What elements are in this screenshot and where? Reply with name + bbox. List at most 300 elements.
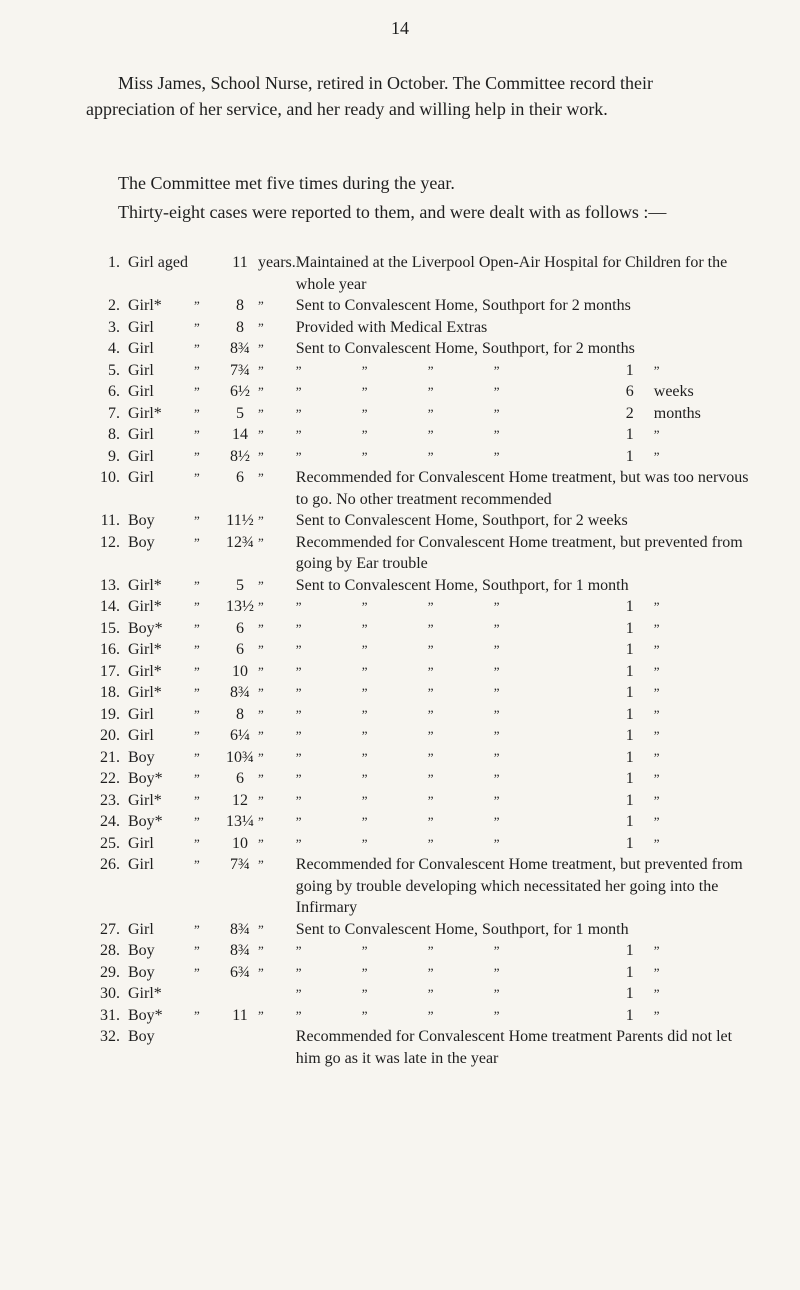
ditto-mark: ” bbox=[194, 663, 200, 679]
case-action bbox=[296, 381, 754, 403]
case-action bbox=[296, 962, 754, 984]
case-age: 8 bbox=[236, 318, 244, 336]
case-sex: Boy bbox=[128, 748, 155, 766]
ditto-row bbox=[296, 747, 754, 769]
case-number: 28. bbox=[100, 942, 120, 959]
ditto-mark: ” bbox=[258, 749, 264, 765]
case-age: 8¾ bbox=[230, 684, 250, 701]
case-sex: Girl bbox=[128, 705, 154, 723]
case-sex: Girl* bbox=[128, 598, 162, 615]
ditto-mark: ” bbox=[295, 405, 302, 421]
ditto-mark: ” bbox=[258, 319, 264, 335]
ditto-mark: ” bbox=[361, 986, 368, 1001]
ditto-mark: ” bbox=[427, 362, 434, 378]
case-row bbox=[84, 940, 754, 962]
case-action: Sent to Convalescent Home, Southport, for 2 months bbox=[295, 340, 635, 357]
case-duration: 1 bbox=[625, 619, 634, 637]
case-sex: Boy* bbox=[128, 813, 163, 830]
ditto-row bbox=[296, 381, 754, 403]
case-action: Recommended for Convalescent Home treatment, but prevented from going by trouble developing which necessitated her going into the Infirmary bbox=[295, 856, 743, 916]
ditto-row bbox=[296, 618, 754, 640]
case-duration-unit: ” bbox=[653, 620, 660, 636]
case-duration: 1 bbox=[625, 641, 634, 658]
paragraph-cases-intro: Thirty-eight cases were reported to them, and were dealt with as follows :— bbox=[118, 202, 667, 222]
ditto-mark: ” bbox=[427, 792, 434, 808]
ditto-mark: ” bbox=[194, 943, 200, 958]
case-duration: 1 bbox=[625, 598, 634, 615]
ditto-mark: ” bbox=[295, 706, 302, 722]
case-age: 5 bbox=[236, 576, 244, 594]
case-duration: 1 bbox=[625, 662, 634, 680]
ditto-mark: ” bbox=[361, 749, 368, 765]
ditto-mark: ” bbox=[258, 599, 264, 614]
ditto-mark: ” bbox=[258, 1007, 264, 1023]
case-action bbox=[296, 360, 754, 382]
case-sex: Girl bbox=[128, 834, 154, 852]
ditto-mark: ” bbox=[295, 1007, 302, 1023]
ditto-mark bbox=[194, 1026, 222, 1069]
case-duration-unit: ” bbox=[653, 663, 660, 679]
ditto-mark: ” bbox=[361, 642, 368, 657]
case-row bbox=[84, 381, 754, 403]
case-duration-unit: ” bbox=[653, 986, 660, 1001]
case-action: Maintained at the Liverpool Open-Air Hospital for Children for the whole year bbox=[295, 254, 728, 293]
ditto-mark: ” bbox=[427, 384, 434, 399]
ditto-mark: ” bbox=[493, 685, 500, 700]
case-sex: Boy* bbox=[128, 1006, 163, 1024]
ditto-mark bbox=[194, 983, 222, 1005]
case-duration: 1 bbox=[625, 727, 634, 744]
ditto-mark: ” bbox=[194, 728, 200, 743]
ditto-mark: ” bbox=[194, 534, 200, 550]
case-number: 30. bbox=[100, 985, 120, 1002]
ditto-row bbox=[296, 833, 754, 855]
case-age: 8¾ bbox=[230, 340, 250, 357]
case-duration: 1 bbox=[625, 447, 634, 465]
ditto-mark: ” bbox=[427, 405, 434, 421]
case-duration: 1 bbox=[625, 942, 634, 959]
case-sex: Boy bbox=[128, 942, 155, 959]
case-age: 11 bbox=[232, 254, 248, 271]
ditto-mark: ” bbox=[361, 384, 368, 399]
ditto-mark: ” bbox=[493, 943, 500, 958]
case-number: 12. bbox=[100, 533, 120, 551]
case-action: Recommended for Convalescent Home treatment, but was too nervous to go. No other treatment recommended bbox=[295, 469, 749, 508]
ditto-mark: ” bbox=[493, 599, 500, 614]
case-number: 1. bbox=[108, 254, 120, 271]
ditto-mark: ” bbox=[258, 943, 264, 958]
case-action bbox=[296, 403, 754, 425]
case-sex: Boy* bbox=[128, 619, 163, 637]
case-duration: 1 bbox=[625, 791, 634, 809]
case-age: 6 bbox=[236, 469, 244, 486]
ditto-mark: ” bbox=[258, 792, 264, 808]
ditto-mark: ” bbox=[258, 513, 264, 528]
ditto-mark: ” bbox=[295, 427, 302, 442]
ditto-row bbox=[296, 446, 754, 468]
ditto-mark: ” bbox=[194, 814, 200, 829]
ditto-mark: ” bbox=[194, 298, 200, 313]
case-duration-unit: ” bbox=[653, 642, 660, 657]
case-number: 31. bbox=[100, 1006, 120, 1024]
case-sex: Boy bbox=[128, 963, 155, 981]
case-row bbox=[84, 682, 754, 704]
ditto-mark: ” bbox=[194, 1007, 200, 1023]
case-age: 7¾ bbox=[230, 856, 250, 873]
case-duration: 1 bbox=[625, 985, 634, 1002]
case-sex: Girl* bbox=[128, 662, 162, 680]
ditto-row bbox=[296, 725, 754, 747]
case-duration: 1 bbox=[625, 1006, 634, 1024]
case-action bbox=[296, 833, 754, 855]
case-sex: Girl* bbox=[128, 576, 162, 594]
case-row bbox=[84, 618, 754, 640]
ditto-mark: ” bbox=[295, 620, 302, 636]
case-action bbox=[296, 682, 754, 704]
case-row bbox=[84, 962, 754, 984]
ditto-mark bbox=[258, 983, 296, 1005]
case-duration: 1 bbox=[625, 813, 634, 830]
ditto-mark: ” bbox=[194, 685, 200, 700]
ditto-mark: ” bbox=[361, 405, 368, 421]
ditto-mark: ” bbox=[194, 921, 200, 937]
case-duration: 1 bbox=[625, 361, 634, 379]
case-number: 22. bbox=[100, 770, 120, 787]
case-row bbox=[84, 532, 754, 575]
ditto-row bbox=[296, 811, 754, 833]
case-sex: Girl bbox=[128, 340, 154, 357]
ditto-mark: ” bbox=[258, 577, 264, 593]
ditto-mark: ” bbox=[295, 943, 302, 958]
ditto-mark: ” bbox=[194, 706, 200, 722]
ditto-mark: ” bbox=[493, 792, 500, 808]
case-number: 18. bbox=[100, 684, 120, 701]
case-sex: Girl bbox=[128, 856, 154, 873]
ditto-mark: ” bbox=[361, 685, 368, 700]
ditto-row bbox=[296, 596, 754, 618]
ditto-mark: ” bbox=[194, 620, 200, 636]
case-action bbox=[296, 446, 754, 468]
ditto-mark: ” bbox=[295, 964, 302, 980]
case-number: 14. bbox=[100, 598, 120, 615]
ditto-row bbox=[296, 940, 754, 962]
case-row bbox=[84, 403, 754, 425]
case-action bbox=[296, 1005, 754, 1027]
case-number: 7. bbox=[108, 404, 120, 422]
ditto-mark: ” bbox=[427, 814, 434, 829]
case-action: Sent to Convalescent Home, Southport, for 1 month bbox=[295, 576, 629, 594]
case-age: 6 bbox=[236, 619, 244, 637]
case-row bbox=[84, 768, 754, 790]
case-action bbox=[296, 639, 754, 661]
case-action bbox=[296, 618, 754, 640]
ditto-mark: ” bbox=[258, 771, 264, 786]
ditto-row bbox=[296, 704, 754, 726]
case-row bbox=[84, 661, 754, 683]
ditto-mark: ” bbox=[427, 599, 434, 614]
case-duration: 1 bbox=[625, 748, 634, 766]
case-number: 27. bbox=[100, 920, 120, 938]
case-duration-unit: ” bbox=[653, 685, 660, 700]
case-duration-unit: ” bbox=[653, 706, 660, 722]
case-number: 4. bbox=[108, 340, 120, 357]
case-action bbox=[296, 596, 754, 618]
ditto-mark: ” bbox=[258, 814, 264, 829]
ditto-mark: ” bbox=[258, 706, 264, 722]
ditto-mark: ” bbox=[258, 470, 264, 485]
ditto-mark: ” bbox=[194, 835, 200, 851]
ditto-mark: ” bbox=[295, 642, 302, 657]
case-row bbox=[84, 854, 754, 919]
case-number: 13. bbox=[100, 576, 120, 594]
ditto-mark: ” bbox=[194, 448, 200, 464]
case-sex: Girl bbox=[128, 920, 154, 938]
case-row bbox=[84, 639, 754, 661]
ditto-mark: ” bbox=[295, 749, 302, 765]
ditto-mark: ” bbox=[194, 857, 200, 872]
case-age: 10 bbox=[232, 662, 248, 680]
ditto-mark: ” bbox=[194, 792, 200, 808]
case-action bbox=[296, 940, 754, 962]
ditto-row bbox=[296, 661, 754, 683]
case-duration-unit: ” bbox=[653, 599, 660, 614]
ditto-row bbox=[296, 360, 754, 382]
ditto-mark: ” bbox=[493, 362, 500, 378]
ditto-mark: ” bbox=[361, 964, 368, 980]
case-number: 19. bbox=[100, 705, 120, 723]
case-duration: 1 bbox=[625, 770, 634, 787]
ditto-mark: ” bbox=[427, 986, 434, 1001]
ditto-mark: ” bbox=[361, 427, 368, 442]
ditto-mark: ” bbox=[194, 362, 200, 378]
case-age-unit: years. bbox=[258, 254, 296, 271]
ditto-mark: ” bbox=[295, 663, 302, 679]
ditto-mark: ” bbox=[295, 814, 302, 829]
ditto-mark: ” bbox=[361, 943, 368, 958]
case-age bbox=[222, 1026, 258, 1069]
ditto-mark: ” bbox=[258, 642, 264, 657]
ditto-mark: ” bbox=[258, 685, 264, 700]
case-row bbox=[84, 317, 754, 339]
case-duration: 6 bbox=[625, 383, 634, 400]
case-age: 12¾ bbox=[226, 533, 254, 551]
case-row bbox=[84, 446, 754, 468]
case-age: 14 bbox=[232, 426, 248, 443]
ditto-mark: ” bbox=[194, 384, 200, 399]
ditto-mark: ” bbox=[295, 448, 302, 464]
ditto-mark: ” bbox=[295, 792, 302, 808]
ditto-mark: ” bbox=[361, 771, 368, 786]
case-action: Sent to Convalescent Home, Southport for 2 months bbox=[295, 297, 631, 314]
ditto-mark: ” bbox=[258, 964, 264, 980]
ditto-mark: ” bbox=[194, 405, 200, 421]
case-row bbox=[84, 360, 754, 382]
ditto-row bbox=[296, 424, 754, 446]
ditto-mark: ” bbox=[258, 921, 264, 937]
case-sex: Girl aged bbox=[128, 254, 188, 271]
ditto-mark: ” bbox=[493, 986, 500, 1001]
case-action bbox=[296, 424, 754, 446]
case-action: Provided with Medical Extras bbox=[295, 318, 488, 336]
ditto-mark: ” bbox=[258, 405, 264, 421]
case-sex: Girl bbox=[128, 361, 154, 379]
case-duration-unit: ” bbox=[653, 814, 660, 829]
case-number: 3. bbox=[108, 318, 120, 336]
case-duration-unit: months bbox=[653, 404, 701, 422]
ditto-mark: ” bbox=[258, 534, 264, 550]
case-row bbox=[84, 510, 754, 532]
ditto-mark: ” bbox=[427, 706, 434, 722]
ditto-mark: ” bbox=[361, 1007, 368, 1023]
ditto-mark: ” bbox=[295, 599, 302, 614]
case-age: 6 bbox=[236, 770, 244, 787]
case-age: 10¾ bbox=[226, 748, 254, 766]
case-age: 10 bbox=[232, 834, 248, 852]
case-age: 8¾ bbox=[230, 920, 250, 938]
case-row bbox=[84, 833, 754, 855]
case-sex: Girl* bbox=[128, 985, 162, 1002]
ditto-mark: ” bbox=[258, 298, 264, 313]
ditto-mark: ” bbox=[295, 685, 302, 700]
case-row bbox=[84, 1005, 754, 1027]
ditto-mark: ” bbox=[427, 728, 434, 743]
ditto-mark: ” bbox=[194, 319, 200, 335]
case-duration-unit: ” bbox=[653, 448, 660, 464]
case-duration: 2 bbox=[625, 404, 634, 422]
case-duration: 1 bbox=[625, 834, 634, 852]
ditto-mark: ” bbox=[493, 427, 500, 442]
case-duration-unit: ” bbox=[653, 427, 660, 442]
case-row bbox=[84, 424, 754, 446]
case-age: 12 bbox=[232, 791, 248, 809]
case-sex: Girl bbox=[128, 426, 154, 443]
case-age bbox=[222, 983, 258, 1005]
ditto-mark: ” bbox=[493, 706, 500, 722]
case-duration-unit: ” bbox=[653, 964, 660, 980]
case-action bbox=[296, 811, 754, 833]
ditto-mark: ” bbox=[427, 427, 434, 442]
case-age: 8½ bbox=[230, 447, 250, 465]
case-duration-unit: weeks bbox=[653, 383, 694, 400]
ditto-row bbox=[296, 682, 754, 704]
case-number: 6. bbox=[108, 383, 120, 400]
ditto-mark: ” bbox=[361, 599, 368, 614]
ditto-row bbox=[296, 1005, 754, 1027]
case-duration-unit: ” bbox=[653, 1007, 660, 1023]
case-duration-unit: ” bbox=[653, 943, 660, 958]
case-age: 11 bbox=[232, 1006, 248, 1024]
ditto-mark: ” bbox=[493, 642, 500, 657]
case-number: 10. bbox=[100, 469, 120, 486]
ditto-mark: ” bbox=[361, 448, 368, 464]
ditto-mark: ” bbox=[258, 620, 264, 636]
case-sex: Girl bbox=[128, 727, 154, 744]
case-action: Sent to Convalescent Home, Southport, for 1 month bbox=[295, 920, 629, 938]
case-row bbox=[84, 338, 754, 360]
ditto-mark: ” bbox=[295, 835, 302, 851]
ditto-mark: ” bbox=[361, 663, 368, 679]
case-duration-unit: ” bbox=[653, 728, 660, 743]
ditto-mark: ” bbox=[427, 1007, 434, 1023]
case-duration: 1 bbox=[625, 684, 634, 701]
ditto-mark: ” bbox=[194, 470, 200, 485]
paragraph-nurse-retirement: Miss James, School Nurse, retired in October. The Committee record their appreciation of her service, and her ready and willing help in their work. bbox=[86, 73, 654, 119]
ditto-mark: ” bbox=[194, 577, 200, 593]
case-sex: Girl* bbox=[128, 791, 162, 809]
cases-table-body bbox=[84, 252, 754, 1069]
case-number: 2. bbox=[108, 297, 120, 314]
ditto-mark: ” bbox=[194, 513, 200, 528]
case-row bbox=[84, 725, 754, 747]
case-sex: Girl* bbox=[128, 641, 162, 658]
ditto-mark: ” bbox=[361, 362, 368, 378]
case-sex: Girl* bbox=[128, 404, 162, 422]
ditto-mark: ” bbox=[194, 341, 200, 356]
ditto-mark: ” bbox=[194, 642, 200, 657]
ditto-mark: ” bbox=[427, 749, 434, 765]
ditto-mark: ” bbox=[258, 663, 264, 679]
ditto-mark: ” bbox=[361, 792, 368, 808]
case-duration-unit: ” bbox=[653, 749, 660, 765]
ditto-mark: ” bbox=[258, 341, 264, 356]
case-number: 8. bbox=[108, 426, 120, 443]
case-action bbox=[296, 661, 754, 683]
case-number: 11. bbox=[100, 512, 120, 529]
ditto-mark: ” bbox=[361, 814, 368, 829]
case-age: 7¾ bbox=[230, 361, 250, 379]
case-number: 9. bbox=[108, 447, 120, 465]
ditto-mark: ” bbox=[493, 964, 500, 980]
case-row bbox=[84, 704, 754, 726]
ditto-mark: ” bbox=[493, 835, 500, 851]
page-number: 14 bbox=[391, 18, 409, 38]
case-number: 23. bbox=[100, 791, 120, 809]
ditto-mark: ” bbox=[295, 771, 302, 786]
ditto-mark: ” bbox=[258, 728, 264, 743]
ditto-row bbox=[296, 962, 754, 984]
ditto-mark: ” bbox=[194, 771, 200, 786]
ditto-mark: ” bbox=[361, 728, 368, 743]
cases-table bbox=[84, 252, 754, 1069]
case-duration-unit: ” bbox=[653, 362, 660, 378]
ditto-row bbox=[296, 639, 754, 661]
case-row bbox=[84, 252, 754, 295]
case-number: 5. bbox=[108, 361, 120, 379]
ditto-mark: ” bbox=[295, 362, 302, 378]
case-number: 32. bbox=[100, 1028, 120, 1045]
case-duration: 1 bbox=[625, 426, 634, 443]
case-number: 26. bbox=[100, 856, 120, 873]
ditto-mark: ” bbox=[258, 835, 264, 851]
case-age: 8¾ bbox=[230, 942, 250, 959]
ditto-mark: ” bbox=[295, 384, 302, 399]
paragraph-committee-meetings: The Committee met five times during the year. bbox=[118, 173, 455, 193]
case-duration: 1 bbox=[625, 705, 634, 723]
ditto-mark: ” bbox=[427, 620, 434, 636]
ditto-mark: ” bbox=[493, 620, 500, 636]
case-sex: Girl* bbox=[128, 297, 162, 314]
case-number: 16. bbox=[100, 641, 120, 658]
ditto-mark: ” bbox=[295, 728, 302, 743]
case-duration-unit: ” bbox=[653, 771, 660, 786]
case-duration-unit: ” bbox=[653, 835, 660, 851]
case-action: Recommended for Convalescent Home treatment Parents did not let him go as it was late in the year bbox=[295, 1028, 733, 1067]
ditto-mark: ” bbox=[427, 448, 434, 464]
ditto-mark: ” bbox=[194, 599, 200, 614]
case-age: 6¼ bbox=[230, 727, 250, 744]
case-row bbox=[84, 983, 754, 1005]
case-sex: Boy* bbox=[128, 770, 163, 787]
